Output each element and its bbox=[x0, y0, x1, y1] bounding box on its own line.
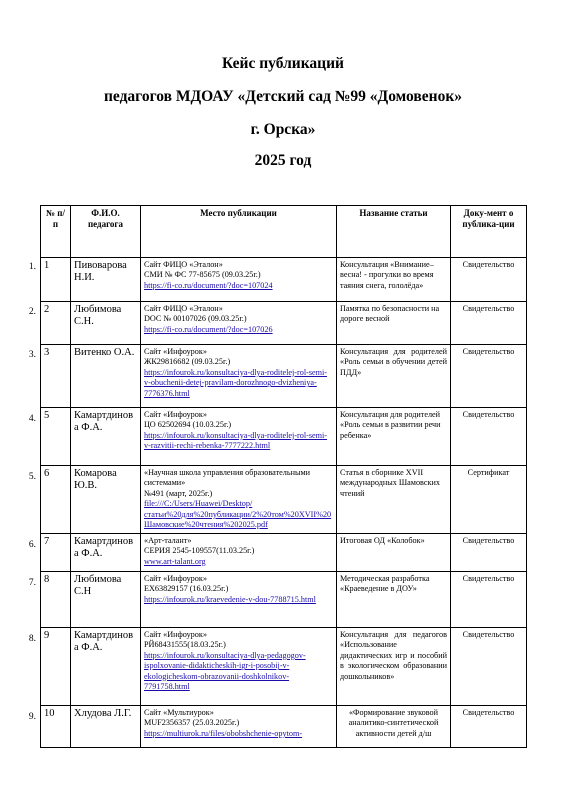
place-title: Сайт «Мультиурок» bbox=[144, 708, 214, 717]
row-place bbox=[141, 302, 337, 345]
header-name: Ф.И.О. педагога bbox=[71, 206, 141, 258]
row-doc: Свидетельство bbox=[451, 628, 527, 706]
publication-link[interactable]: https://multiurok.ru/files/obobshchenie-opytom- bbox=[144, 728, 303, 738]
place-title: Сайт ФИЦО «Эталон» bbox=[144, 304, 223, 313]
place-title: Сайт «Инфоурок» bbox=[144, 630, 207, 639]
row-doc: Свидетельство bbox=[451, 706, 527, 748]
publication-link[interactable]: www.art-talant.org bbox=[144, 556, 206, 566]
outer-row-number: 6. bbox=[28, 540, 36, 550]
row-doc: Свидетельство bbox=[451, 345, 527, 408]
place-reg: РЙ68431555(18.03.25г.) bbox=[144, 640, 226, 650]
outer-row-number: 7. bbox=[28, 578, 36, 588]
row-num: 2 bbox=[41, 302, 71, 345]
row-article: Памятка по безопасности на дороге весной bbox=[337, 302, 451, 345]
table-row bbox=[41, 706, 527, 748]
row-doc: Свидетельство bbox=[451, 302, 527, 345]
outer-row-number: 8. bbox=[28, 634, 36, 644]
table-row bbox=[41, 572, 527, 628]
header-place: Место публикации bbox=[141, 206, 337, 258]
row-doc: Свидетельство bbox=[451, 408, 527, 466]
row-place bbox=[141, 345, 337, 408]
table-row bbox=[41, 466, 527, 534]
row-place bbox=[141, 572, 337, 628]
header-doc: Доку-мент о публика-ции bbox=[451, 206, 527, 258]
place-reg: DOC № 00107026 (09.03.25г.) bbox=[144, 314, 247, 324]
place-reg: ЕХ63829157 (16.03.25г.) bbox=[144, 584, 229, 594]
title-line-1: Кейс публикаций bbox=[222, 55, 344, 72]
row-name: Любимова С.Н. bbox=[71, 302, 141, 345]
row-num: 1 bbox=[41, 258, 71, 302]
row-place bbox=[141, 534, 337, 572]
title-line-3: г. Орска» bbox=[250, 121, 316, 138]
publications-table bbox=[40, 205, 527, 748]
place-title: Сайт «Инфоурок» bbox=[144, 574, 207, 583]
row-name: Камартдинова Ф.А. bbox=[71, 534, 141, 572]
row-place bbox=[141, 628, 337, 706]
row-name: Хлудова Л.Г. bbox=[71, 706, 141, 748]
publication-link[interactable]: https://fi-co.ru/document/?doc=107024 bbox=[144, 280, 273, 290]
row-article: Консультация «Внимание–весна! - прогулки во время таяния снега, гололёда» bbox=[337, 258, 451, 302]
outer-row-number: 1. bbox=[28, 262, 36, 272]
row-article: Статья в сборнике XVII международных Шамовских чтений bbox=[337, 466, 451, 534]
publication-link[interactable]: https://infourok.ru/konsultaciya-dlya-roditelej-rol-semi-v-razvitii-rechi-rebenka-7777222.html bbox=[144, 430, 328, 451]
place-title: Сайт «Инфоурок» bbox=[144, 410, 207, 419]
row-article: «Формирование звуковой аналитико-синтетической активности детей д/ш bbox=[337, 706, 451, 748]
outer-row-number: 5. bbox=[28, 472, 36, 482]
place-reg: №491 (март, 2025г.) bbox=[144, 488, 213, 498]
row-article: Методическая разработка «Краеведение в ДОУ» bbox=[337, 572, 451, 628]
place-title: Сайт ФИЦО «Эталон» bbox=[144, 260, 223, 269]
row-num: 5 bbox=[41, 408, 71, 466]
publication-link[interactable]: https://fi-co.ru/document/?doc=107026 bbox=[144, 324, 273, 334]
row-name: Камартдинова Ф.А. bbox=[71, 628, 141, 706]
row-doc: Сертификат bbox=[451, 466, 527, 534]
publication-link[interactable]: https://infourok.ru/konsultaciya-dlya-pedagogov-ispolxovanie-didakticheskih-igr-i-posobij-v-ekologicheskom-obrazovanii-doshkolnikov-7791758.html bbox=[144, 650, 306, 692]
publication-link[interactable]: file:///C:/Users/Huawei/Desktop/статьи%20для%20публикации/2%20том%20XVII%20Шамовские%20чтения%202025.pdf bbox=[144, 499, 332, 530]
place-reg: СМИ № ФС 77-85675 (09.03.25г.) bbox=[144, 270, 261, 280]
row-article: Консультация для родителей «Роль семьи в обучении детей ПДД» bbox=[337, 345, 451, 408]
place-reg: ЖК29816682 (09.03.25г.) bbox=[144, 357, 231, 367]
place-reg: СЕРИЯ 2545-109557(11.03.25г.) bbox=[144, 546, 255, 556]
place-title: «Научная школа управления образовательными системами» bbox=[144, 468, 311, 488]
row-num: 7 bbox=[41, 534, 71, 572]
place-reg: ЦО 62502694 (10.03.25г.) bbox=[144, 420, 232, 430]
row-place bbox=[141, 706, 337, 748]
row-name: Витенко О.А. bbox=[71, 345, 141, 408]
title-line-4: 2025 год bbox=[254, 152, 312, 169]
publication-link[interactable]: https://infourok.ru/kraevedenie-v-dou-7788715.html bbox=[144, 594, 316, 604]
row-name: Пивоварова Н.И. bbox=[71, 258, 141, 302]
outer-row-number: 2. bbox=[28, 307, 36, 317]
row-article: Консультация для родителей «Роль семьи в развитии речи ребенка» bbox=[337, 408, 451, 466]
row-article: Итоговая ОД «Колобок» bbox=[337, 534, 451, 572]
outer-row-number: 9. bbox=[28, 712, 36, 722]
publication-link[interactable]: https://infourok.ru/konsultaciya-dlya-roditelej-rol-semi-v-obuchenii-detej-pravilam-dorozhnogo-dvizheniya-7776376.html bbox=[144, 367, 328, 398]
row-doc: Свидетельство bbox=[451, 258, 527, 302]
row-num: 10 bbox=[41, 706, 71, 748]
title-line-2: педагогов МДОАУ «Детский сад №99 «Домовенок» bbox=[103, 88, 463, 105]
row-doc: Свидетельство bbox=[451, 534, 527, 572]
table-row bbox=[41, 628, 527, 706]
row-num: 8 bbox=[41, 572, 71, 628]
place-title: «Арт-талант» bbox=[144, 536, 192, 545]
row-num: 3 bbox=[41, 345, 71, 408]
row-place bbox=[141, 408, 337, 466]
table-row bbox=[41, 408, 527, 466]
row-num: 9 bbox=[41, 628, 71, 706]
table-row bbox=[41, 345, 527, 408]
table-row bbox=[41, 258, 527, 302]
row-place bbox=[141, 466, 337, 534]
place-reg: MUF2356357 (25.03.2025г.) bbox=[144, 718, 240, 728]
table-row bbox=[41, 302, 527, 345]
table-header-row bbox=[41, 206, 527, 258]
row-name: Камартдинова Ф.А. bbox=[71, 408, 141, 466]
table-row bbox=[41, 534, 527, 572]
place-title: Сайт «Инфоурок» bbox=[144, 347, 207, 356]
row-name: Любимова С.Н bbox=[71, 572, 141, 628]
row-name: Комарова Ю.В. bbox=[71, 466, 141, 534]
outer-row-number: 3. bbox=[28, 350, 36, 360]
row-num: 6 bbox=[41, 466, 71, 534]
header-article: Название статьи bbox=[337, 206, 451, 258]
row-article: Консультация для педагогов «Использование дидактических игр и пособий в экологическом образовании дошкольников» bbox=[337, 628, 451, 706]
row-doc: Свидетельство bbox=[451, 572, 527, 628]
header-num: № п/п bbox=[41, 206, 71, 258]
outer-row-number: 4. bbox=[28, 414, 36, 424]
row-place bbox=[141, 258, 337, 302]
